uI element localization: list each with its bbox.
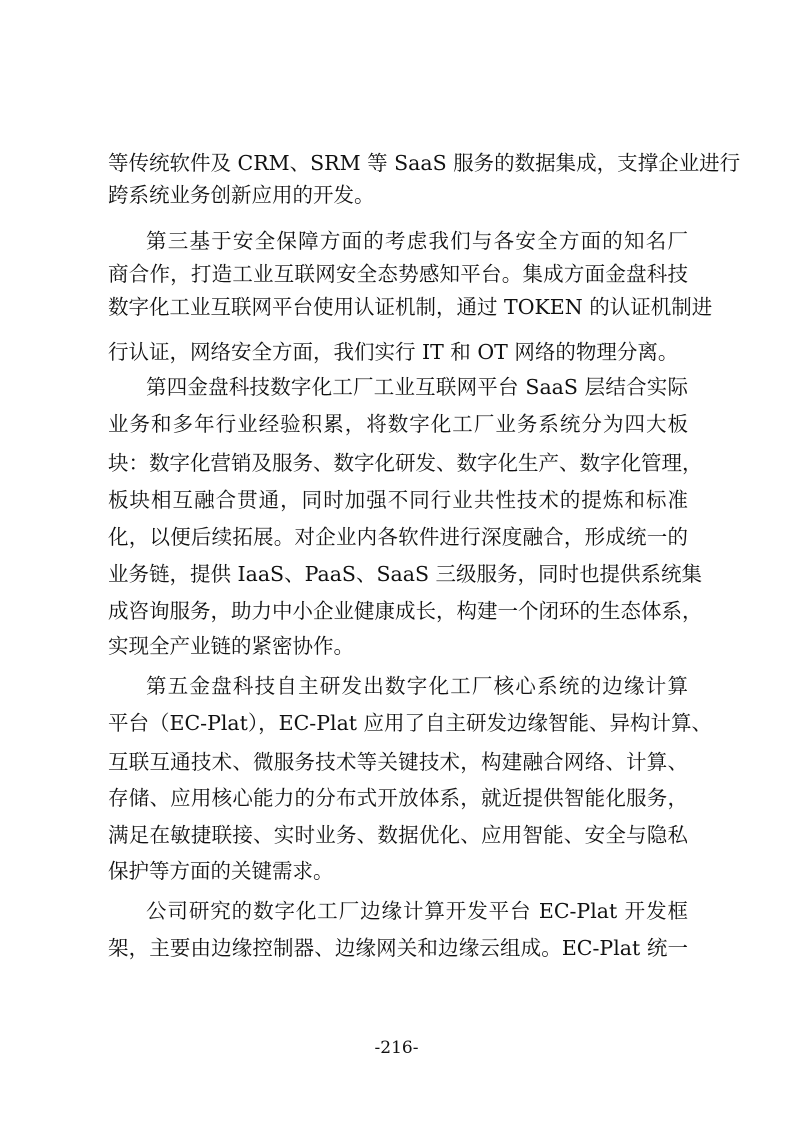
body-text-line: 保护等方面的关键需求。 <box>108 859 334 883</box>
body-text-line: 第三基于安全保障方面的考虑我们与各安全方面的知名厂 <box>146 229 688 253</box>
body-text-line: 满足在敏捷联接、实时业务、数据优化、应用智能、安全与隐私 <box>108 823 688 847</box>
body-text-line: 公司研究的数字化工厂边缘计算开发平台 EC-Plat 开发框 <box>146 899 688 923</box>
body-text-line: 实现全产业链的紧密协作。 <box>108 634 354 658</box>
body-text-line: 架，主要由边缘控制器、边缘网关和边缘云组成。EC-Plat 统一 <box>108 936 688 960</box>
body-text-line: 第五金盘科技自主研发出数字化工厂核心系统的边缘计算 <box>146 674 688 698</box>
body-text-line: 成咨询服务，助力中小企业健康成长，构建一个闭环的生态体系， <box>108 599 703 623</box>
body-text-line: 互联互通技术、微服务技术等关键技术，构建融合网络、计算、 <box>108 750 688 774</box>
body-text-line: 数字化工业互联网平台使用认证机制，通过 TOKEN 的认证机制进 <box>108 295 713 319</box>
body-text-line: 行认证，网络安全方面，我们实行 IT 和 OT 网络的物理分离。 <box>108 340 679 364</box>
body-text-line: 存储、应用核心能力的分布式开放体系，就近提供智能化服务， <box>108 786 688 810</box>
body-text-line: 板块相互融合贯通，同时加强不同行业共性技术的提炼和标准 <box>108 488 688 512</box>
body-text-line: 块：数字化营销及服务、数字化研发、数字化生产、数字化管理， <box>108 451 703 475</box>
body-text-line: 等传统软件及 CRM、SRM 等 SaaS 服务的数据集成，支撑企业进行 <box>108 151 741 175</box>
body-text-line: 平台（EC-Plat），EC-Plat 应用了自主研发边缘智能、异构计算、 <box>108 711 713 735</box>
body-text-line: 第四金盘科技数字化工厂工业互联网平台 SaaS 层结合实际 <box>146 375 688 399</box>
page-number: -216- <box>374 1038 419 1058</box>
body-text-line: 业务和多年行业经验积累，将数字化工厂业务系统分为四大板 <box>108 412 688 436</box>
body-text-line: 商合作，打造工业互联网安全态势感知平台。集成方面金盘科技 <box>108 262 688 286</box>
body-text-line: 业务链，提供 IaaS、PaaS、SaaS 三级服务，同时也提供系统集 <box>108 562 703 586</box>
body-text-line: 跨系统业务创新应用的开发。 <box>108 183 375 207</box>
body-text-line: 化，以便后续拓展。对企业内各软件进行深度融合，形成统一的 <box>108 525 688 549</box>
